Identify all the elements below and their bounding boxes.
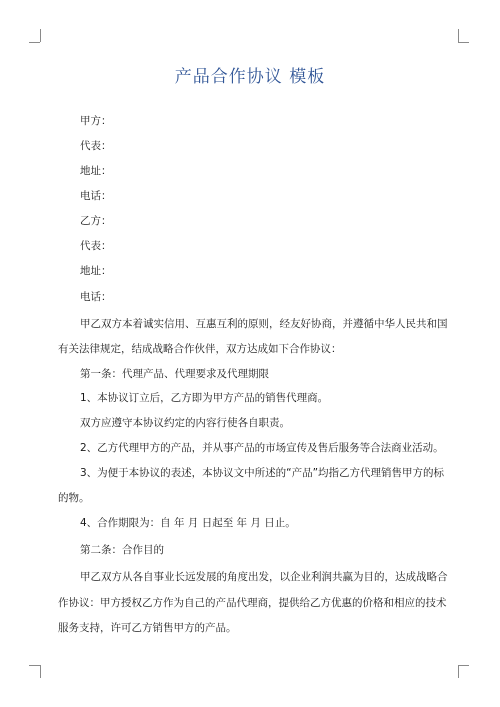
article-2-line-3: 服务支持，许可乙方销售甲方的产品。 — [58, 622, 237, 634]
article-2-line-2: 作协议：甲方授权乙方作为自己的产品代理商，提供给乙方优惠的价格和相应的技术 — [58, 597, 447, 609]
intro-paragraph-line-1: 甲乙双方本着诚实信用、互惠互利的原则，经友好协商，并遵循中华人民共和国 — [80, 318, 448, 330]
article-2-line-1: 甲乙双方从各自事业长远发展的角度出发，以企业利润共赢为目的，达成战略合 — [80, 571, 448, 583]
article-1-heading: 第一条：代理产品、代理要求及代理期限 — [80, 368, 269, 380]
party-b-phone-field: 电话： — [80, 291, 112, 303]
party-b-representative-field: 代表： — [80, 240, 112, 252]
article-1-item-3-line-1: 3、为便于本协议的表述，本协议文中所述的“产品”均指乙方代理销售甲方的标 — [80, 467, 445, 479]
intro-paragraph-line-2: 有关法律规定，结成战略合作伙伴，双方达成如下合作协议： — [58, 343, 342, 355]
article-1-item-2: 2、乙方代理甲方的产品，并从事产品的市场宣传及售后服务等合法商业活动。 — [80, 442, 444, 454]
article-1-item-4: 4、合作期限为：自 年 月 日起至 年 月 日止。 — [80, 517, 296, 529]
party-b-field: 乙方： — [80, 215, 112, 227]
document-title: 产品合作协议 模板 — [174, 67, 326, 87]
party-a-field: 甲方： — [80, 115, 112, 127]
party-b-address-field: 地址： — [80, 265, 112, 277]
article-1-item-3-line-2: 的物。 — [58, 492, 90, 504]
party-a-representative-field: 代表： — [80, 140, 112, 152]
party-a-address-field: 地址： — [80, 165, 112, 177]
article-1-item-1: 1、本协议订立后，乙方即为甲方产品的销售代理商。 — [80, 392, 329, 404]
article-1-item-1-sub: 双方应遵守本协议约定的内容行使各自职责。 — [80, 417, 290, 429]
article-2-heading: 第二条：合作目的 — [80, 544, 164, 556]
party-a-phone-field: 电话： — [80, 190, 112, 202]
